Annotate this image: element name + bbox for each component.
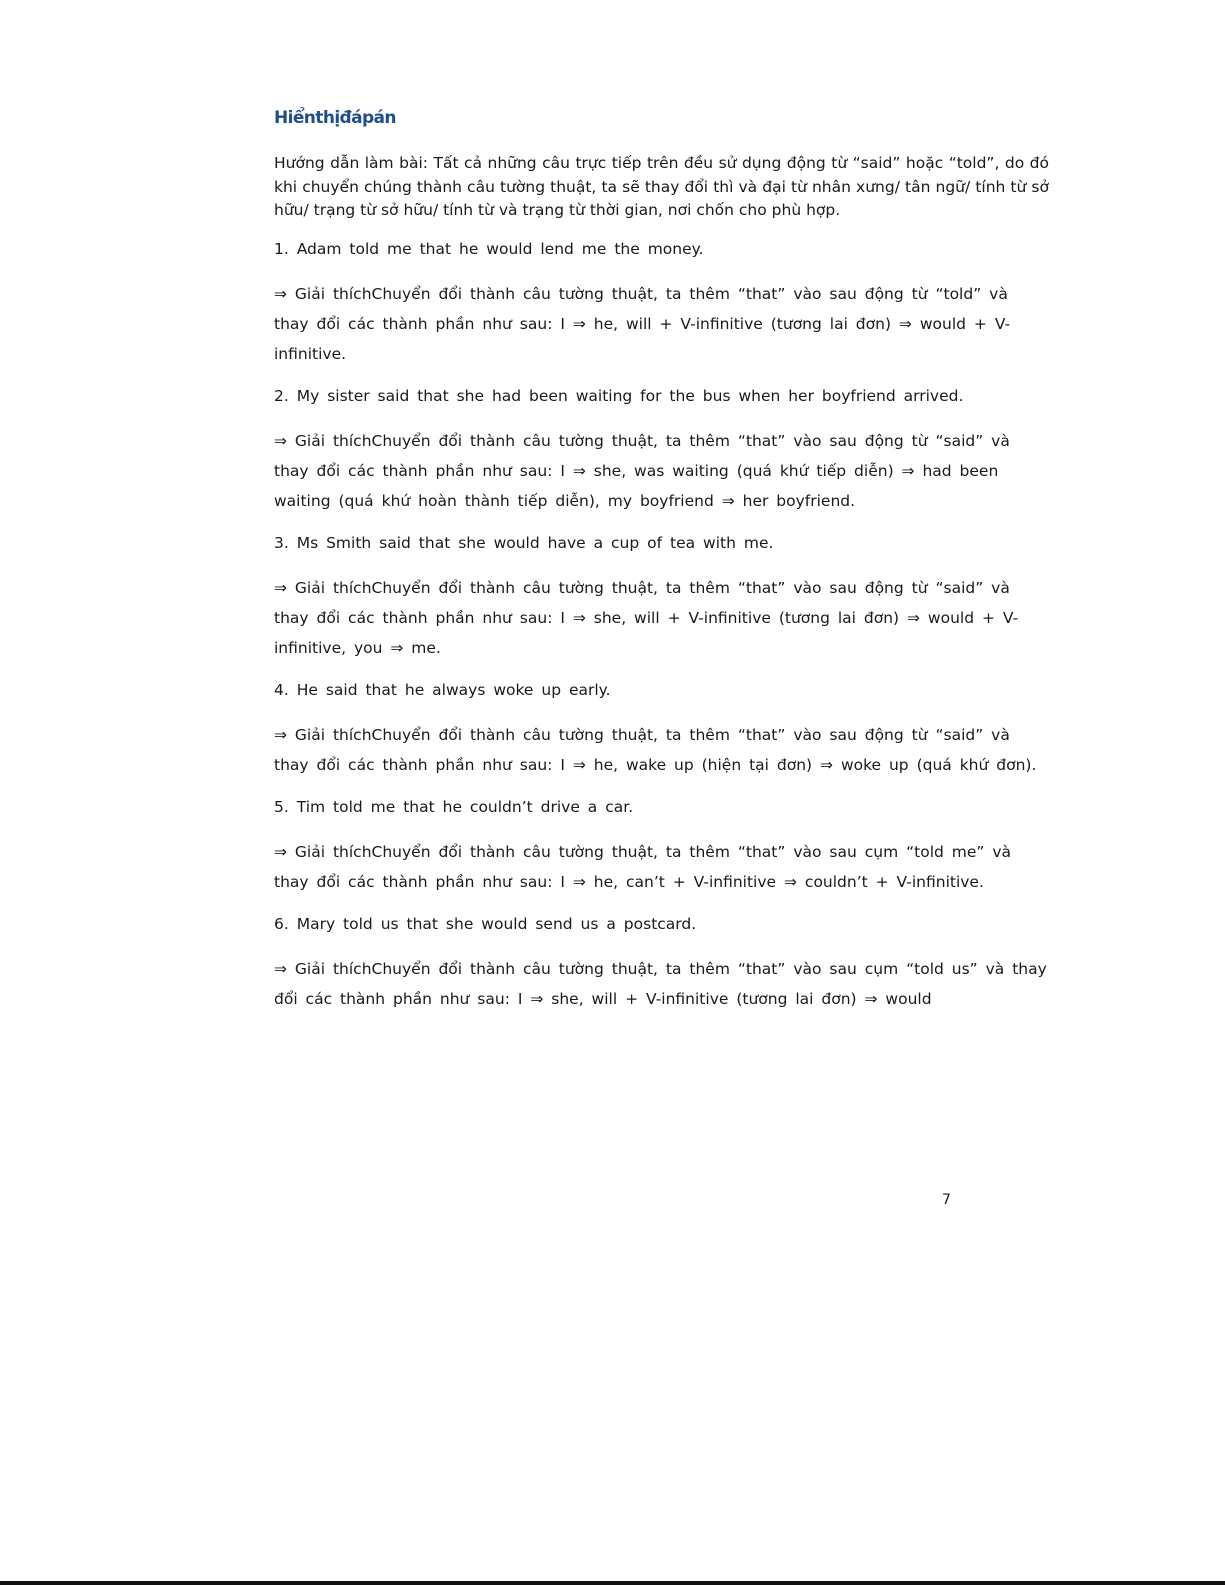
answer-item-3 [274,531,1049,663]
explanation-label: ⇒ Giải thích [274,725,372,744]
answer-sentence: 3. Ms Smith said that she would have a cup of tea with me. [274,533,774,552]
explanation [274,720,1049,780]
explanation-label: ⇒ Giải thích [274,431,372,450]
explanation [274,426,1049,516]
answer-item-4 [274,678,1049,780]
answer-sentence: 4. He said that he always woke up early. [274,680,611,699]
document-page [274,106,1049,1029]
show-answer-heading[interactable]: Hiểnthịđápán [274,108,396,128]
explanation-text: Chuyển đổi thành câu tường thuật, ta thêm “that” vào sau động từ “said” và thay đổi các thành phần như sau: I ⇒ she, will + V-infinitive (tương lai đơn) ⇒ would + V-infinitive, you ⇒ me. [274,578,1019,657]
explanation-label: ⇒ Giải thích [274,578,372,597]
explanation-text: Chuyển đổi thành câu tường thuật, ta thêm “that” vào sau cụm “told me” và thay đổi các thành phần như sau: I ⇒ he, can’t + V-infinitive ⇒ couldn’t + V-infinitive. [274,842,1012,891]
explanation-text: Chuyển đổi thành câu tường thuật, ta thêm “that” vào sau động từ “told” và thay đổi các thành phần như sau: I ⇒ he, will + V-infinitive (tương lai đơn) ⇒ would + V-infinitive. [274,284,1011,363]
explanation-label: ⇒ Giải thích [274,284,372,303]
answer-item-5 [274,795,1049,897]
answer-sentence: 5. Tim told me that he couldn’t drive a car. [274,797,634,816]
answer-sentence: 6. Mary told us that she would send us a postcard. [274,914,697,933]
explanation [274,279,1049,369]
explanation [274,837,1049,897]
explanation [274,954,1049,1014]
explanation-label: ⇒ Giải thích [274,959,372,978]
answer-sentence: 2. My sister said that she had been waiting for the bus when her boyfriend arrived. [274,386,964,405]
explanation-label: ⇒ Giải thích [274,842,372,861]
answer-sentence: 1. Adam told me that he would lend me the money. [274,239,704,258]
page-number: 7 [942,1192,951,1208]
explanation-text: Chuyển đổi thành câu tường thuật, ta thêm “that” vào sau động từ “said” và thay đổi các thành phần như sau: I ⇒ she, was waiting (quá khứ tiếp diễn) ⇒ had been waiting (quá khứ hoàn thành tiếp diễn), my boyfriend ⇒ her boyfriend. [274,431,1010,510]
answer-item-2 [274,384,1049,516]
instructions-paragraph: Hướng dẫn làm bài: Tất cả những câu trực tiếp trên đều sử dụng động từ “said” hoặc “told”, do đó khi chuyển chúng thành câu tường thuật, ta sẽ thay đổi thì và đại từ nhân xưng/ tân ngữ/ tính từ sở hữu/ trạng từ sở hữu/ tính từ và trạng từ thời gian, nơi chốn cho phù hợp. [274,154,1049,219]
answer-item-6 [274,912,1049,1014]
explanation-text: Chuyển đổi thành câu tường thuật, ta thêm “that” vào sau động từ “said” và thay đổi các thành phần như sau: I ⇒ he, wake up (hiện tại đơn) ⇒ woke up (quá khứ đơn). [274,725,1037,774]
answer-item-1 [274,237,1049,369]
bottom-divider [0,1581,1225,1585]
explanation-text: Chuyển đổi thành câu tường thuật, ta thêm “that” vào sau cụm “told us” và thay đổi các thành phần như sau: I ⇒ she, will + V-infinitive (tương lai đơn) ⇒ would [274,959,1047,1008]
explanation [274,573,1049,663]
